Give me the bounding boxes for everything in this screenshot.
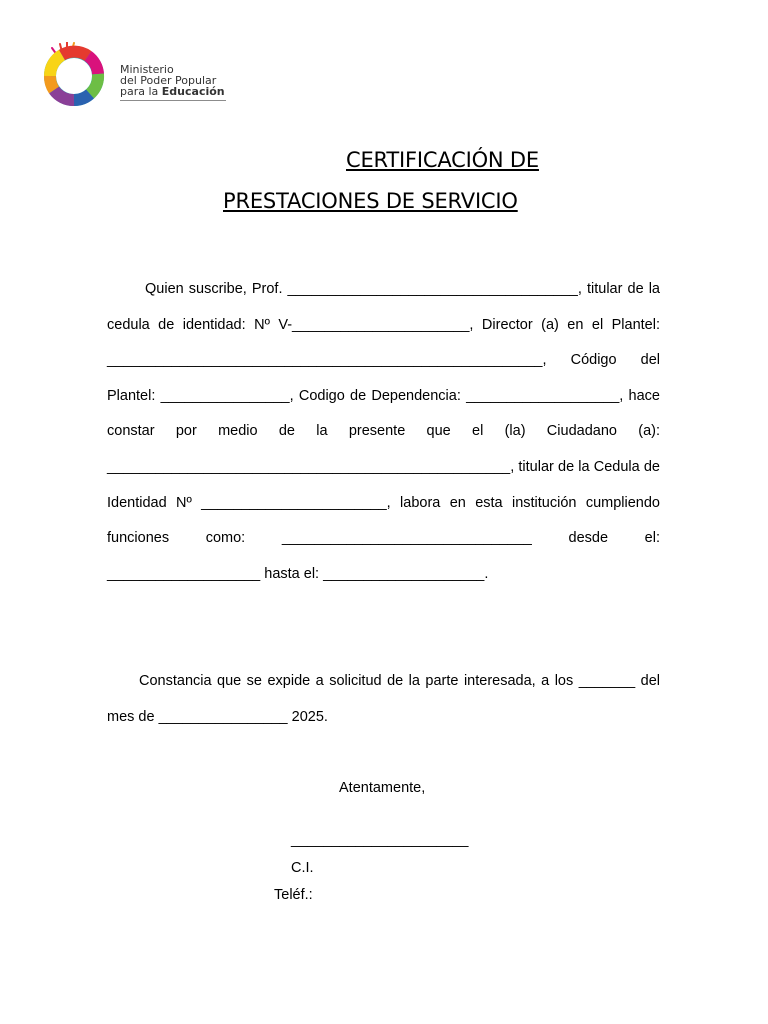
ci-label: C.I.	[291, 860, 314, 876]
document-title-line-1: CERTIFICACIÓN DE	[346, 148, 539, 172]
logo-line-3	[120, 86, 225, 97]
phone-label: Teléf.:	[274, 887, 313, 903]
document-title-line-2: PRESTACIONES DE SERVICIO	[223, 189, 518, 213]
ministry-ring-logo-icon	[36, 42, 116, 108]
ministry-logo	[36, 42, 236, 108]
logo-line-2: del Poder Popular	[120, 74, 217, 87]
certification-paragraph: Quien suscribe, Prof. ____________________________________, titular de la cedula de identidad: Nº V-______________________, Director (a) en el Plantel: ______________________________________________________, Código del Plantel: ________________, Codigo de Dependencia: ___________________, hace constar por medio de la presente que el (la) Ciudadano (a): __________________________________________________, titular de la Cedula de Identidad Nº _______________________, labora en esta institución cumpliendo funciones como: _______________________________ desde el: ___________________ hasta el: ____________________.	[107, 281, 660, 582]
closing-salutation: Atentamente,	[339, 780, 426, 796]
logo-line-3-bold: Educación	[161, 85, 225, 98]
signature-line: ______________________	[291, 832, 469, 848]
logo-line-3-prefix: para la	[120, 85, 162, 98]
logo-underline	[120, 100, 226, 101]
ministry-name	[120, 64, 225, 97]
logo-line-1: Ministerio	[120, 63, 174, 76]
issuance-paragraph: Constancia que se expide a solicitud de la parte interesada, a los _______ del mes de ________________ 2025.	[107, 673, 660, 725]
